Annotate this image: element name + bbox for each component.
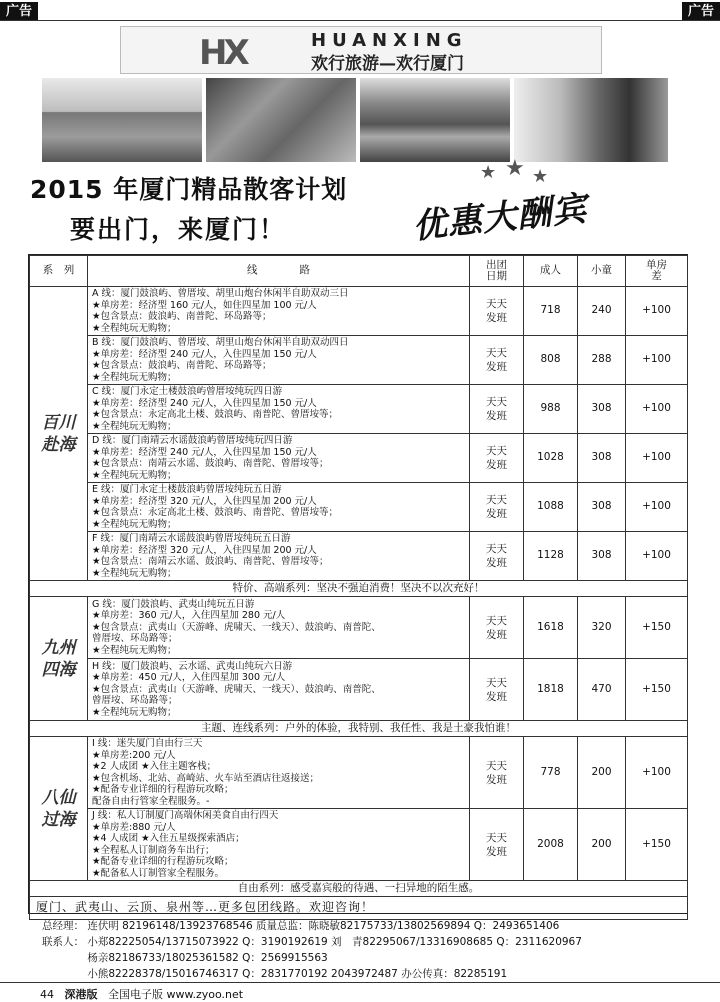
adult-price: 1618	[524, 597, 578, 659]
contact-line: 杨亲82186733/18025361582 Q：2569915563	[42, 952, 328, 964]
route-line: ★单房差：经济型 240 元/人，入住四星加 150 元/人	[92, 348, 317, 360]
contact-line: 总经理： 连伏明 82196148/13923768546 质量总监：陈晓敏82175733/13802569894 Q：2493651406	[42, 920, 560, 932]
route-line: ★单房差：经济型 240 元/人，入住四星加 150 元/人	[92, 446, 317, 458]
depart-cell: 天天 发班	[470, 597, 524, 659]
route-line: E 线：厦门永定土楼鼓浪屿曾厝垵纯玩五日游	[92, 484, 282, 495]
route-line: ★全程纯玩无购物；	[92, 420, 177, 432]
route-line: I 线：迷失厦门自由行三天	[92, 738, 203, 749]
route-line: ★包含景点：鼓浪屿、南普陀、环岛路等；	[92, 311, 272, 322]
adult-price: 778	[524, 737, 578, 809]
route-line: ★包含景点：南靖云水谣、鼓浪屿、南普陀、曾厝垵等；	[92, 556, 329, 567]
route-cell	[88, 532, 470, 581]
single-supplement: +100	[626, 336, 688, 385]
route-cell	[88, 385, 470, 434]
child-price: 200	[578, 737, 626, 809]
single-supplement: +150	[626, 597, 688, 659]
photo-strip	[42, 78, 668, 162]
route-line: ★全程纯玩无购物；	[92, 371, 177, 383]
depart-cell: 天天 发班	[470, 385, 524, 434]
page-title: 2015 年厦门精品散客计划	[30, 175, 348, 204]
star-icon: ★	[532, 166, 549, 187]
ad-tag-right: 广告	[682, 2, 720, 21]
table-row	[30, 659, 688, 721]
adult-price: 808	[524, 336, 578, 385]
single-supplement: +100	[626, 532, 688, 581]
logo-mark: HX	[199, 33, 246, 73]
series-label: 九州 四海	[30, 597, 88, 721]
route-line: ★全程纯玩无购物；	[92, 518, 177, 530]
route-cell	[88, 336, 470, 385]
child-price: 200	[578, 809, 626, 881]
contact-line: 小熊82228378/15016746317 Q：2831770192 2043972487 办公传真：82285191	[42, 968, 508, 980]
banner-row	[30, 721, 688, 737]
banner-row	[30, 581, 688, 597]
route-line: ★单房差：经济型 160 元/人，如住四星加 100 元/人	[92, 299, 317, 311]
single-supplement: +100	[626, 385, 688, 434]
site-label: 全国电子版 www.zyoo.net	[108, 988, 244, 1001]
table-row	[30, 336, 688, 385]
child-price: 470	[578, 659, 626, 721]
bottom-divider	[0, 982, 720, 983]
table-row	[30, 597, 688, 659]
adult-price: 1028	[524, 434, 578, 483]
depart-cell: 天天 发班	[470, 809, 524, 881]
depart-cell: 天天 发班	[470, 659, 524, 721]
footer-row	[30, 897, 688, 920]
route-line: ★配备专业详细的行程游玩攻略；	[92, 784, 234, 795]
route-line: ★2 人成团 ★入住主题客栈；	[92, 761, 217, 772]
depart-cell: 天天 发班	[470, 287, 524, 336]
route-cell	[88, 434, 470, 483]
table-footer-note: 厦门、武夷山、云顶、泉州等…更多包团线路。欢迎咨询！	[30, 897, 688, 920]
route-line: H 线：厦门鼓浪屿、云水谣、武夷山纯玩六日游	[92, 660, 293, 672]
header-single: 单房 差	[626, 256, 688, 287]
table-row	[30, 809, 688, 881]
promo-banner: 优惠大酬宾	[410, 188, 589, 248]
brand-logo	[120, 26, 602, 74]
route-line: ★包含景点：武夷山（天游峰、虎啸天、一线天）、鼓浪屿、南普陀、	[92, 621, 381, 633]
logo-english: HUANXING	[311, 30, 468, 51]
route-line: ★4 人成团 ★入住五星级探索酒店；	[92, 833, 245, 844]
child-price: 288	[578, 336, 626, 385]
route-line: ★单房差：经济型 320 元/人，入住四星加 200 元/人	[92, 495, 317, 507]
single-supplement: +100	[626, 434, 688, 483]
depart-cell: 天天 发班	[470, 532, 524, 581]
header-child: 小童	[578, 256, 626, 287]
depart-cell: 天天 发班	[470, 434, 524, 483]
route-line: D 线：厦门南靖云水谣鼓浪屿曾厝垵纯玩四日游	[92, 435, 293, 446]
depart-cell: 天天 发班	[470, 737, 524, 809]
route-line: ★全程纯玩无购物；	[92, 644, 177, 656]
route-line: ★单房差:200 元/人	[92, 749, 176, 761]
star-icon: ★	[505, 156, 525, 181]
table-row	[30, 434, 688, 483]
route-line: ★包含机场、北站、高崎站、火车站至酒店往返接送；	[92, 772, 320, 784]
header-series: 系 列	[30, 256, 88, 287]
table-header	[30, 256, 688, 287]
child-price: 240	[578, 287, 626, 336]
table-row	[30, 385, 688, 434]
star-icon: ★	[480, 162, 497, 183]
table-row	[30, 532, 688, 581]
page-number: 44	[40, 988, 54, 1001]
route-line: 配备自由行管家全程服务。-	[92, 795, 210, 807]
header-route: 线 路	[88, 256, 470, 287]
route-line: 曾厝垵、环岛路等；	[92, 695, 178, 707]
route-line: ★全程私人订制商务车出行；	[92, 844, 215, 856]
single-supplement: +150	[626, 659, 688, 721]
table-row	[30, 287, 688, 336]
route-line: C 线：厦门永定土楼鼓浪屿曾厝垵纯玩四日游	[92, 386, 283, 397]
single-supplement: +150	[626, 809, 688, 881]
series-banner: 主题、连线系列：户外的体验，我特别、我任性、我是土豪我怕谁！	[30, 721, 688, 737]
single-supplement: +100	[626, 287, 688, 336]
table-row	[30, 483, 688, 532]
route-line: ★包含景点：永定高北土楼、鼓浪屿、南普陀、曾厝垵等；	[92, 409, 339, 420]
route-line: ★配备专业详细的行程游玩攻略；	[92, 856, 234, 867]
route-line: ★全程纯玩无购物；	[92, 567, 177, 579]
route-table	[29, 255, 688, 920]
contact-line: 联系人： 小郑82225054/13715073922 Q：3190192619 刘 青82295067/13316908685 Q：2311620967	[42, 936, 582, 948]
header-adult: 成人	[524, 256, 578, 287]
route-line: G 线：厦门鼓浪屿、武夷山纯玩五日游	[92, 598, 255, 610]
child-price: 320	[578, 597, 626, 659]
route-line: J 线：私人订制厦门高端休闲美食自由行四天	[92, 810, 279, 821]
route-line: ★包含景点：南靖云水谣、鼓浪屿、南普陀、曾厝垵等；	[92, 458, 329, 469]
adult-price: 1088	[524, 483, 578, 532]
route-cell	[88, 287, 470, 336]
photo-road	[360, 78, 510, 162]
child-price: 308	[578, 483, 626, 532]
photo-street	[514, 78, 668, 162]
child-price: 308	[578, 434, 626, 483]
route-line: ★全程纯玩无购物；	[92, 469, 177, 481]
adult-price: 1818	[524, 659, 578, 721]
series-label: 八仙 过海	[30, 737, 88, 881]
photo-building	[206, 78, 356, 162]
top-divider	[0, 20, 720, 21]
route-table-frame	[28, 254, 688, 914]
top-bar	[0, 0, 720, 22]
route-line: ★包含景点：永定高北土楼、鼓浪屿、南普陀、曾厝垵等；	[92, 507, 339, 518]
table-row	[30, 737, 688, 809]
route-line: ★单房差：经济型 240 元/人，入住四星加 150 元/人	[92, 397, 317, 409]
route-cell	[88, 483, 470, 532]
single-supplement: +100	[626, 737, 688, 809]
route-cell	[88, 809, 470, 881]
header-depart: 出团 日期	[470, 256, 524, 287]
route-line: ★单房差：450 元/人，入住四星加 300 元/人	[92, 672, 286, 684]
adult-price: 988	[524, 385, 578, 434]
route-line: ★单房差:880 元/人	[92, 821, 176, 833]
series-banner: 特价、高端系列：坚决不强迫消费！坚决不以次充好！	[30, 581, 688, 597]
banner-row	[30, 881, 688, 897]
adult-price: 1128	[524, 532, 578, 581]
photo-coast	[42, 78, 202, 162]
route-line: ★单房差：经济型 320 元/人，入住四星加 200 元/人	[92, 544, 317, 556]
route-line: ★包含景点：武夷山（天游峰、虎啸天、一线天）、鼓浪屿、南普陀、	[92, 683, 381, 695]
child-price: 308	[578, 385, 626, 434]
child-price: 308	[578, 532, 626, 581]
series-label: 百川 赴海	[30, 287, 88, 581]
route-line: ★全程纯玩无购物；	[92, 706, 177, 718]
adult-price: 2008	[524, 809, 578, 881]
route-line: ★全程纯玩无购物；	[92, 322, 177, 334]
series-banner: 自由系列：感受嘉宾般的待遇、一扫异地的陌生感。	[30, 881, 688, 897]
single-supplement: +100	[626, 483, 688, 532]
page-slogan: 要出门，来厦门！	[70, 215, 287, 244]
ad-tag-left: 广告	[0, 2, 38, 21]
route-line: 曾厝垵、环岛路等；	[92, 633, 178, 645]
route-line: B 线：厦门鼓浪屿、曾厝垵、胡里山炮台休闲半自助双动四日	[92, 337, 349, 348]
route-line: F 线：厦门南靖云水谣鼓浪屿曾厝垵纯玩五日游	[92, 533, 291, 544]
adult-price: 718	[524, 287, 578, 336]
logo-chinese: 欢行旅游—欢行厦门	[311, 54, 464, 74]
route-line: ★包含景点：鼓浪屿、南普陀、环岛路等；	[92, 360, 272, 371]
route-line: ★配备私人订制管家全程服务。	[92, 867, 225, 879]
depart-cell: 天天 发班	[470, 483, 524, 532]
route-line: ★单房差：360 元/人，入住四星加 280 元/人	[92, 610, 286, 622]
route-cell	[88, 597, 470, 659]
route-line: A 线：厦门鼓浪屿、曾厝垵、胡里山炮台休闲半自助双动三日	[92, 288, 349, 299]
depart-cell: 天天 发班	[470, 336, 524, 385]
edition-label: 深港版	[64, 988, 98, 1001]
route-cell	[88, 659, 470, 721]
route-cell	[88, 737, 470, 809]
